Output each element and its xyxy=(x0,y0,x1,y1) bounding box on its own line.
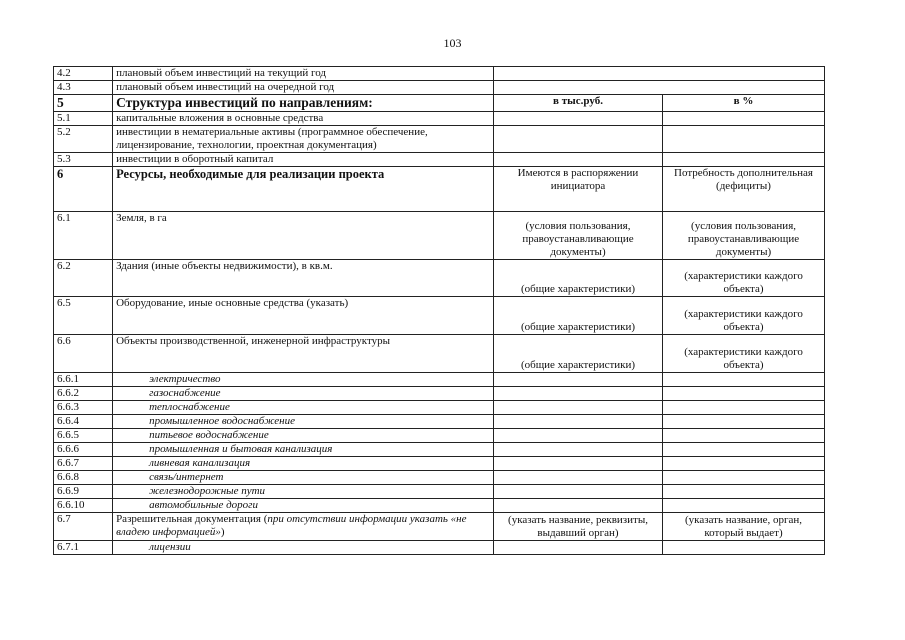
row-label: ливневая канализация xyxy=(113,457,494,471)
row-label: промышленная и бытовая канализация xyxy=(113,443,494,457)
value-cell xyxy=(493,67,824,81)
row-label: Земля, в га xyxy=(113,212,494,260)
cell-note: (условия пользования, правоустанавливающие документы) xyxy=(493,212,662,260)
investment-resources-table xyxy=(53,66,825,555)
row-number: 6.6.10 xyxy=(54,499,113,513)
value-cell xyxy=(493,153,662,167)
cell-note: (общие характеристики) xyxy=(493,335,662,373)
table-row xyxy=(54,443,825,457)
value-cell xyxy=(663,471,825,485)
value-cell xyxy=(663,112,825,126)
row-number: 6.6.5 xyxy=(54,429,113,443)
value-cell xyxy=(493,443,662,457)
table-row xyxy=(54,457,825,471)
value-cell xyxy=(493,81,824,95)
cell-note: (условия пользования, правоустанавливающие документы) xyxy=(663,212,825,260)
value-cell xyxy=(663,541,825,555)
value-cell xyxy=(663,457,825,471)
table-row xyxy=(54,260,825,297)
cell-note: (общие характеристики) xyxy=(493,297,662,335)
section-number: 6 xyxy=(54,167,113,212)
value-cell xyxy=(663,387,825,401)
value-cell xyxy=(493,541,662,555)
row-number: 6.6 xyxy=(54,335,113,373)
row-number: 4.3 xyxy=(54,81,113,95)
row-number: 4.2 xyxy=(54,67,113,81)
table-row xyxy=(54,429,825,443)
row-number: 6.6.6 xyxy=(54,443,113,457)
table-row xyxy=(54,541,825,555)
row-number: 6.6.1 xyxy=(54,373,113,387)
row-number: 6.6.2 xyxy=(54,387,113,401)
row-label: капитальные вложения в основные средства xyxy=(113,112,494,126)
row-number: 6.7 xyxy=(54,513,113,541)
row-label: Оборудование, иные основные средства (указать) xyxy=(113,297,494,335)
row-number: 6.6.8 xyxy=(54,471,113,485)
table-row xyxy=(54,126,825,153)
row-label: питьевое водоснабжение xyxy=(113,429,494,443)
table-row xyxy=(54,485,825,499)
table-row xyxy=(54,415,825,429)
cell-note: (указать название, реквизиты, выдавший орган) xyxy=(493,513,662,541)
value-cell xyxy=(663,485,825,499)
row-label: связь/интернет xyxy=(113,471,494,485)
section-row-5 xyxy=(54,95,825,112)
value-cell xyxy=(493,415,662,429)
row-label: электричество xyxy=(113,373,494,387)
table-row xyxy=(54,153,825,167)
table-row xyxy=(54,471,825,485)
value-cell xyxy=(493,485,662,499)
section-title: Структура инвестиций по направлениям: xyxy=(113,95,494,112)
value-cell xyxy=(663,126,825,153)
row-number: 5.2 xyxy=(54,126,113,153)
page-number: 103 xyxy=(443,36,462,50)
row-label: железнодорожные пути xyxy=(113,485,494,499)
cell-note: (характеристики каждого объекта) xyxy=(663,260,825,297)
value-cell xyxy=(493,126,662,153)
unit-percent: в % xyxy=(663,95,825,112)
table-row xyxy=(54,499,825,513)
row-number: 6.1 xyxy=(54,212,113,260)
value-cell xyxy=(493,499,662,513)
table-row xyxy=(54,513,825,541)
cell-note: (общие характеристики) xyxy=(493,260,662,297)
value-cell xyxy=(493,373,662,387)
value-cell xyxy=(493,387,662,401)
label-close-paren: ) xyxy=(220,526,225,538)
cell-note: (характеристики каждого объекта) xyxy=(663,335,825,373)
value-cell xyxy=(663,429,825,443)
value-cell xyxy=(493,401,662,415)
row-label: Объекты производственной, инженерной инфраструктуры xyxy=(113,335,494,373)
row-label: Здания (иные объекты недвижимости), в кв.м. xyxy=(113,260,494,297)
unit-thousand-rub: в тыс.руб. xyxy=(493,95,662,112)
row-label xyxy=(113,513,494,541)
value-cell xyxy=(493,457,662,471)
row-number: 6.7.1 xyxy=(54,541,113,555)
value-cell xyxy=(493,471,662,485)
value-cell xyxy=(663,443,825,457)
label-italic-hint: при отсутствии информации указать «не владею информацией» xyxy=(116,513,467,538)
row-number: 6.2 xyxy=(54,260,113,297)
column-header-deficit: Потребность дополнительная (дефициты) xyxy=(663,167,825,212)
value-cell xyxy=(493,112,662,126)
cell-note: (указать название, орган, который выдает) xyxy=(663,513,825,541)
row-number: 6.6.3 xyxy=(54,401,113,415)
value-cell xyxy=(663,401,825,415)
table-row xyxy=(54,112,825,126)
cell-note: (характеристики каждого объекта) xyxy=(663,297,825,335)
row-label: инвестиции в оборотный капитал xyxy=(113,153,494,167)
row-number: 5.1 xyxy=(54,112,113,126)
row-number: 6.6.7 xyxy=(54,457,113,471)
table-row xyxy=(54,212,825,260)
value-cell xyxy=(663,153,825,167)
row-number: 5.3 xyxy=(54,153,113,167)
row-number: 6.6.4 xyxy=(54,415,113,429)
table-row xyxy=(54,387,825,401)
section-title: Ресурсы, необходимые для реализации проекта xyxy=(113,167,494,212)
table-row xyxy=(54,67,825,81)
section-number: 5 xyxy=(54,95,113,112)
table-row xyxy=(54,297,825,335)
column-header-available: Имеются в распоряжении инициатора xyxy=(493,167,662,212)
section-row-6 xyxy=(54,167,825,212)
table-row xyxy=(54,373,825,387)
row-number: 6.6.9 xyxy=(54,485,113,499)
table-row xyxy=(54,401,825,415)
row-label: промышленное водоснабжение xyxy=(113,415,494,429)
row-label: инвестиции в нематериальные активы (программное обеспечение, лицензирование, технологии, проектная документация) xyxy=(113,126,494,153)
value-cell xyxy=(663,415,825,429)
table-row xyxy=(54,81,825,95)
label-plain: Разрешительная документация ( xyxy=(116,513,268,525)
row-label: автомобильные дороги xyxy=(113,499,494,513)
value-cell xyxy=(493,429,662,443)
row-label: лицензии xyxy=(113,541,494,555)
value-cell xyxy=(663,499,825,513)
table-row xyxy=(54,335,825,373)
row-label: плановый объем инвестиций на текущий год xyxy=(113,67,494,81)
row-number: 6.5 xyxy=(54,297,113,335)
value-cell xyxy=(663,373,825,387)
row-label: газоснабжение xyxy=(113,387,494,401)
row-label: теплоснабжение xyxy=(113,401,494,415)
row-label: плановый объем инвестиций на очередной год xyxy=(113,81,494,95)
